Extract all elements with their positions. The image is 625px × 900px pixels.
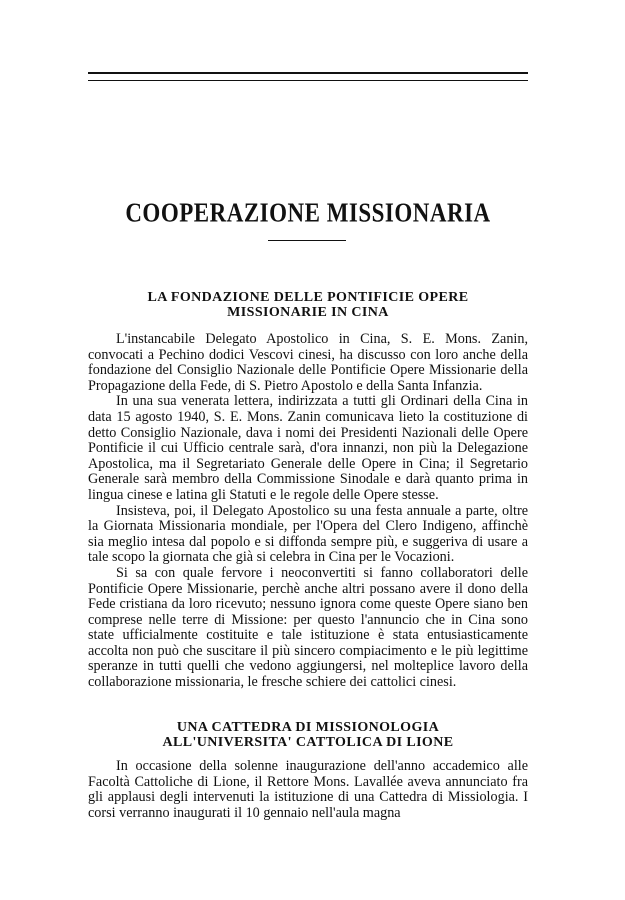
- page-title: COOPERAZIONE MISSIONARIA: [125, 197, 491, 228]
- title-underline-rule: [268, 240, 346, 241]
- section-heading-line: MISSIONARIE IN CINA: [227, 305, 389, 320]
- paragraph: In una sua venerata lettera, indirizzata a tutti gli Ordinari della Cina in data 15 agosto 1940, S. E. Mons. Zanin comunicava lieto la costituzione di detto Consiglio Nazionale, dava i nomi dei Presidenti Nazionali delle Opere Pontificie il cui Ufficio centrale sarà, d'ora innanzi, non più la Delegazione Apostolica, ma il Segretariato Generale delle Opere in Cina; il Segretario Generale sarà membro della Commissione Sinodale e darà quanto prima in lingua cinese e latina gli Statuti e le regole delle Opere stesse.: [88, 393, 528, 503]
- section-body-fondazione: [88, 332, 528, 691]
- top-rule-thick: [88, 72, 528, 74]
- top-rule-thin: [88, 80, 528, 81]
- paragraph: Insisteva, poi, il Delegato Apostolico su una festa annuale a parte, oltre la Giornata Missionaria mondiale, per l'Opera del Clero Indigeno, affinchè sia meglio intesa dal popolo e si diffonda sempre più, e suggeriva di usare a tale scopo la giornata che già si celebra in Cina per le Vocazioni.: [88, 502, 528, 566]
- paragraph: L'instancabile Delegato Apostolico in Cina, S. E. Mons. Zanin, convocati a Pechino dodici Vescovi cinesi, ha discusso con loro anche della fondazione del Consiglio Nazionale delle Pontificie Opere Missionarie della Propagazione della Fede, di S. Pietro Apostolo e della Santa Infanzia.: [88, 331, 528, 394]
- paragraph: In occasione della solenne inaugurazione dell'anno accademico alle Facoltà Cattoliche di Lione, il Rettore Mons. Lavallée aveva annunciato fra gli applausi degli intervenuti la istituzione di una Cattedra di Missiologia. I corsi verranno inaugurati il 10 gennaio nell'aula magna: [88, 758, 528, 821]
- paragraph: Si sa con quale fervore i neoconvertiti si fanno collaboratori delle Pontificie Opere Missionarie, perchè anche altri possano avere il dono della Fede cristiana da loro ricevuto; nessuno ignora come queste Opere siano ben comprese nelle terre di Missione: per questo l'annuncio che in Cina sono state ufficialmente costituite e tale istituzione è stata entusiasticamente accolta non può che suscitare il più sincero compiacimento e le più legittime speranze in tutti quelli che vedono aggiungersi, nel molteplice lavoro della collaborazione missionaria, le fresche schiere dei cattolici cinesi.: [88, 564, 528, 691]
- section-body-cattedra: [88, 759, 528, 821]
- section-heading-line: LA FONDAZIONE DELLE PONTIFICIE OPERE: [147, 290, 469, 305]
- section-heading-fondazione: [88, 290, 528, 320]
- section-heading-cattedra: [88, 720, 528, 750]
- section-heading-line: UNA CATTEDRA DI MISSIONOLOGIA: [176, 720, 440, 735]
- section-heading-line: ALL'UNIVERSITA' CATTOLICA DI LIONE: [162, 735, 454, 750]
